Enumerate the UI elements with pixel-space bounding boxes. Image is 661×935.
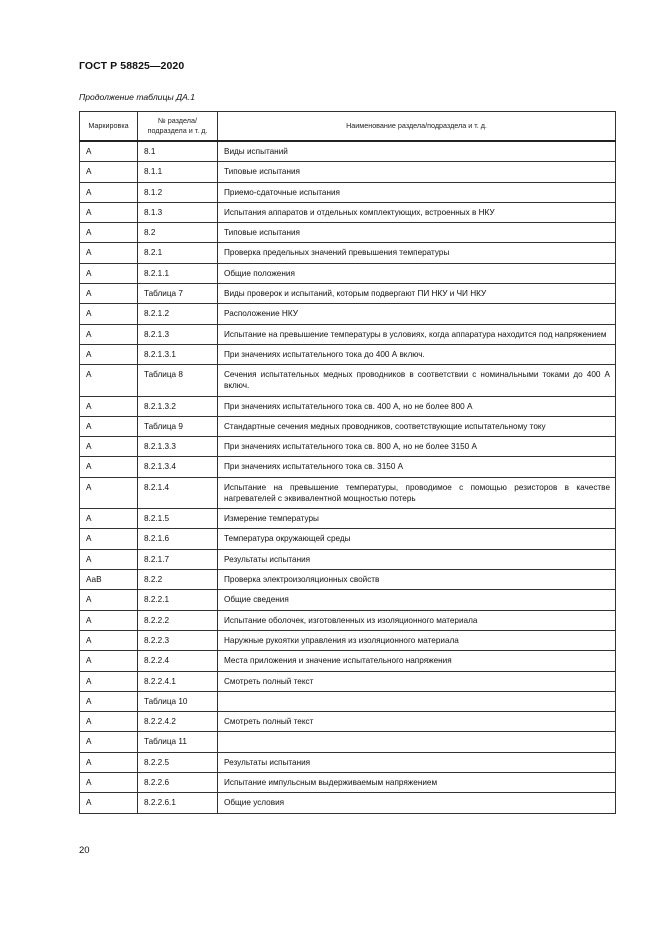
cell-section-name: Общие положения (218, 263, 616, 283)
table-header-row (80, 112, 616, 142)
cell-section-number: 8.2.2.4 (138, 651, 218, 671)
cell-marking: А (80, 283, 138, 303)
cell-marking: А (80, 437, 138, 457)
cell-marking: А (80, 223, 138, 243)
cell-section-name: Проверка электроизоляционных свойств (218, 570, 616, 590)
cell-section-name: Проверка предельных значений превышения температуры (218, 243, 616, 263)
cell-marking: А (80, 509, 138, 529)
cell-section-number: 8.2.1.5 (138, 509, 218, 529)
cell-section-name: Испытания аппаратов и отдельных комплектующих, встроенных в НКУ (218, 202, 616, 222)
table-row (80, 529, 616, 549)
cell-section-number: 8.2 (138, 223, 218, 243)
cell-section-number: Таблица 8 (138, 365, 218, 396)
table-row (80, 712, 616, 732)
table-row (80, 304, 616, 324)
cell-section-name: Испытание на превышение температуры в условиях, когда аппаратура находится под напряжением (218, 324, 616, 344)
cell-section-number: 8.2.1.3.2 (138, 396, 218, 416)
column-header-section-name: Наименование раздела/подраздела и т. д. (218, 112, 616, 142)
table-row (80, 141, 616, 162)
cell-section-number: 8.2.1.2 (138, 304, 218, 324)
cell-section-name: Смотреть полный текст (218, 712, 616, 732)
cell-section-number: 8.2.2.4.1 (138, 671, 218, 691)
cell-marking: А (80, 732, 138, 752)
cell-section-number: 8.2.2.6.1 (138, 793, 218, 813)
cell-section-number: Таблица 11 (138, 732, 218, 752)
table-row (80, 162, 616, 182)
table-row (80, 651, 616, 671)
cell-section-number: 8.2.1.3 (138, 324, 218, 344)
table-row (80, 365, 616, 396)
cell-marking: А (80, 344, 138, 364)
cell-section-number: Таблица 10 (138, 691, 218, 711)
table-caption: Продолжение таблицы ДА.1 (79, 92, 196, 102)
cell-marking: АаВ (80, 570, 138, 590)
cell-section-name: Приемо-сдаточные испытания (218, 182, 616, 202)
cell-section-name: Общие сведения (218, 590, 616, 610)
cell-section-number: 8.2.2.1 (138, 590, 218, 610)
cell-section-number: 8.2.1.7 (138, 549, 218, 569)
cell-section-number: 8.2.2.4.2 (138, 712, 218, 732)
cell-section-number: 8.2.1.3.1 (138, 344, 218, 364)
table-row (80, 773, 616, 793)
table-row (80, 283, 616, 303)
cell-section-name: Испытание импульсным выдерживаемым напряжением (218, 773, 616, 793)
cell-marking: А (80, 549, 138, 569)
cell-section-name: При значениях испытательного тока св. 400 А, но не более 800 А (218, 396, 616, 416)
table-row (80, 732, 616, 752)
cell-marking: А (80, 304, 138, 324)
cell-section-name: Виды испытаний (218, 141, 616, 162)
cell-marking: А (80, 457, 138, 477)
cell-section-name: Типовые испытания (218, 223, 616, 243)
cell-section-number: 8.2.2.3 (138, 630, 218, 650)
cell-marking: А (80, 793, 138, 813)
cell-marking: А (80, 651, 138, 671)
cell-section-number: 8.1 (138, 141, 218, 162)
cell-section-name: При значениях испытательного тока св. 3150 А (218, 457, 616, 477)
cell-marking: А (80, 752, 138, 772)
table-body (80, 141, 616, 813)
cell-section-name: При значениях испытательного тока до 400 А включ. (218, 344, 616, 364)
cell-section-name: Испытание на превышение температуры, проводимое с помощью резисторов в качестве нагревателей с эквивалентной мощностью потерь (218, 477, 616, 508)
sections-table (79, 111, 616, 814)
cell-section-name: Испытание оболочек, изготовленных из изоляционного материала (218, 610, 616, 630)
table-row (80, 752, 616, 772)
column-header-marking: Маркировка (80, 112, 138, 142)
table-row (80, 570, 616, 590)
table-row (80, 243, 616, 263)
cell-section-name: Виды проверок и испытаний, которым подвергают ПИ НКУ и ЧИ НКУ (218, 283, 616, 303)
cell-section-name: Измерение температуры (218, 509, 616, 529)
cell-marking: А (80, 477, 138, 508)
table-row (80, 610, 616, 630)
table-row (80, 396, 616, 416)
table-row (80, 202, 616, 222)
cell-marking: А (80, 630, 138, 650)
page-number: 20 (79, 845, 90, 856)
table-row (80, 691, 616, 711)
cell-section-number: 8.1.1 (138, 162, 218, 182)
table-row (80, 344, 616, 364)
cell-marking: А (80, 243, 138, 263)
cell-section-number: 8.2.2.6 (138, 773, 218, 793)
cell-section-name: Результаты испытания (218, 752, 616, 772)
table-row (80, 549, 616, 569)
cell-section-name: Места приложения и значение испытательного напряжения (218, 651, 616, 671)
cell-section-number: 8.1.2 (138, 182, 218, 202)
table-row (80, 324, 616, 344)
table-row (80, 793, 616, 813)
cell-marking: А (80, 365, 138, 396)
cell-marking: А (80, 773, 138, 793)
cell-section-name: Типовые испытания (218, 162, 616, 182)
table-row (80, 590, 616, 610)
table-row (80, 671, 616, 691)
cell-section-name: Смотреть полный текст (218, 671, 616, 691)
cell-section-name (218, 691, 616, 711)
cell-section-number: 8.2.2.2 (138, 610, 218, 630)
table-row (80, 263, 616, 283)
cell-section-number: 8.2.1.1 (138, 263, 218, 283)
cell-section-number: 8.2.2 (138, 570, 218, 590)
cell-section-number: 8.2.1.4 (138, 477, 218, 508)
document-header: ГОСТ Р 58825—2020 (79, 60, 185, 72)
cell-section-number: 8.2.1.6 (138, 529, 218, 549)
cell-marking: А (80, 671, 138, 691)
cell-section-number: Таблица 7 (138, 283, 218, 303)
table-row (80, 509, 616, 529)
cell-marking: А (80, 202, 138, 222)
cell-section-number: 8.1.3 (138, 202, 218, 222)
table-row (80, 437, 616, 457)
table-row (80, 223, 616, 243)
cell-marking: А (80, 610, 138, 630)
cell-section-name: При значениях испытательного тока св. 800 А, но не более 3150 А (218, 437, 616, 457)
cell-marking: А (80, 324, 138, 344)
table-row (80, 182, 616, 202)
cell-section-name: Стандартные сечения медных проводников, соответствующие испытательному току (218, 416, 616, 436)
cell-section-name: Расположение НКУ (218, 304, 616, 324)
cell-section-name: Сечения испытательных медных проводников в соответствии с номинальными токами до 400 А включ. (218, 365, 616, 396)
cell-section-number: Таблица 9 (138, 416, 218, 436)
cell-section-name: Температура окружающей среды (218, 529, 616, 549)
cell-section-number: 8.2.2.5 (138, 752, 218, 772)
cell-section-name: Общие условия (218, 793, 616, 813)
cell-marking: А (80, 416, 138, 436)
table-row (80, 630, 616, 650)
cell-marking: А (80, 263, 138, 283)
cell-marking: А (80, 182, 138, 202)
cell-section-number: 8.2.1.3.3 (138, 437, 218, 457)
cell-section-name (218, 732, 616, 752)
table-row (80, 457, 616, 477)
cell-marking: А (80, 396, 138, 416)
cell-marking: А (80, 529, 138, 549)
table-row (80, 477, 616, 508)
cell-marking: А (80, 141, 138, 162)
cell-section-name: Результаты испытания (218, 549, 616, 569)
cell-section-name: Наружные рукоятки управления из изоляционного материала (218, 630, 616, 650)
table-row (80, 416, 616, 436)
cell-section-number: 8.2.1.3.4 (138, 457, 218, 477)
cell-marking: А (80, 712, 138, 732)
cell-marking: А (80, 691, 138, 711)
cell-marking: А (80, 162, 138, 182)
cell-section-number: 8.2.1 (138, 243, 218, 263)
cell-marking: А (80, 590, 138, 610)
column-header-section-number: № раздела/ подраздела и т. д. (138, 112, 218, 142)
